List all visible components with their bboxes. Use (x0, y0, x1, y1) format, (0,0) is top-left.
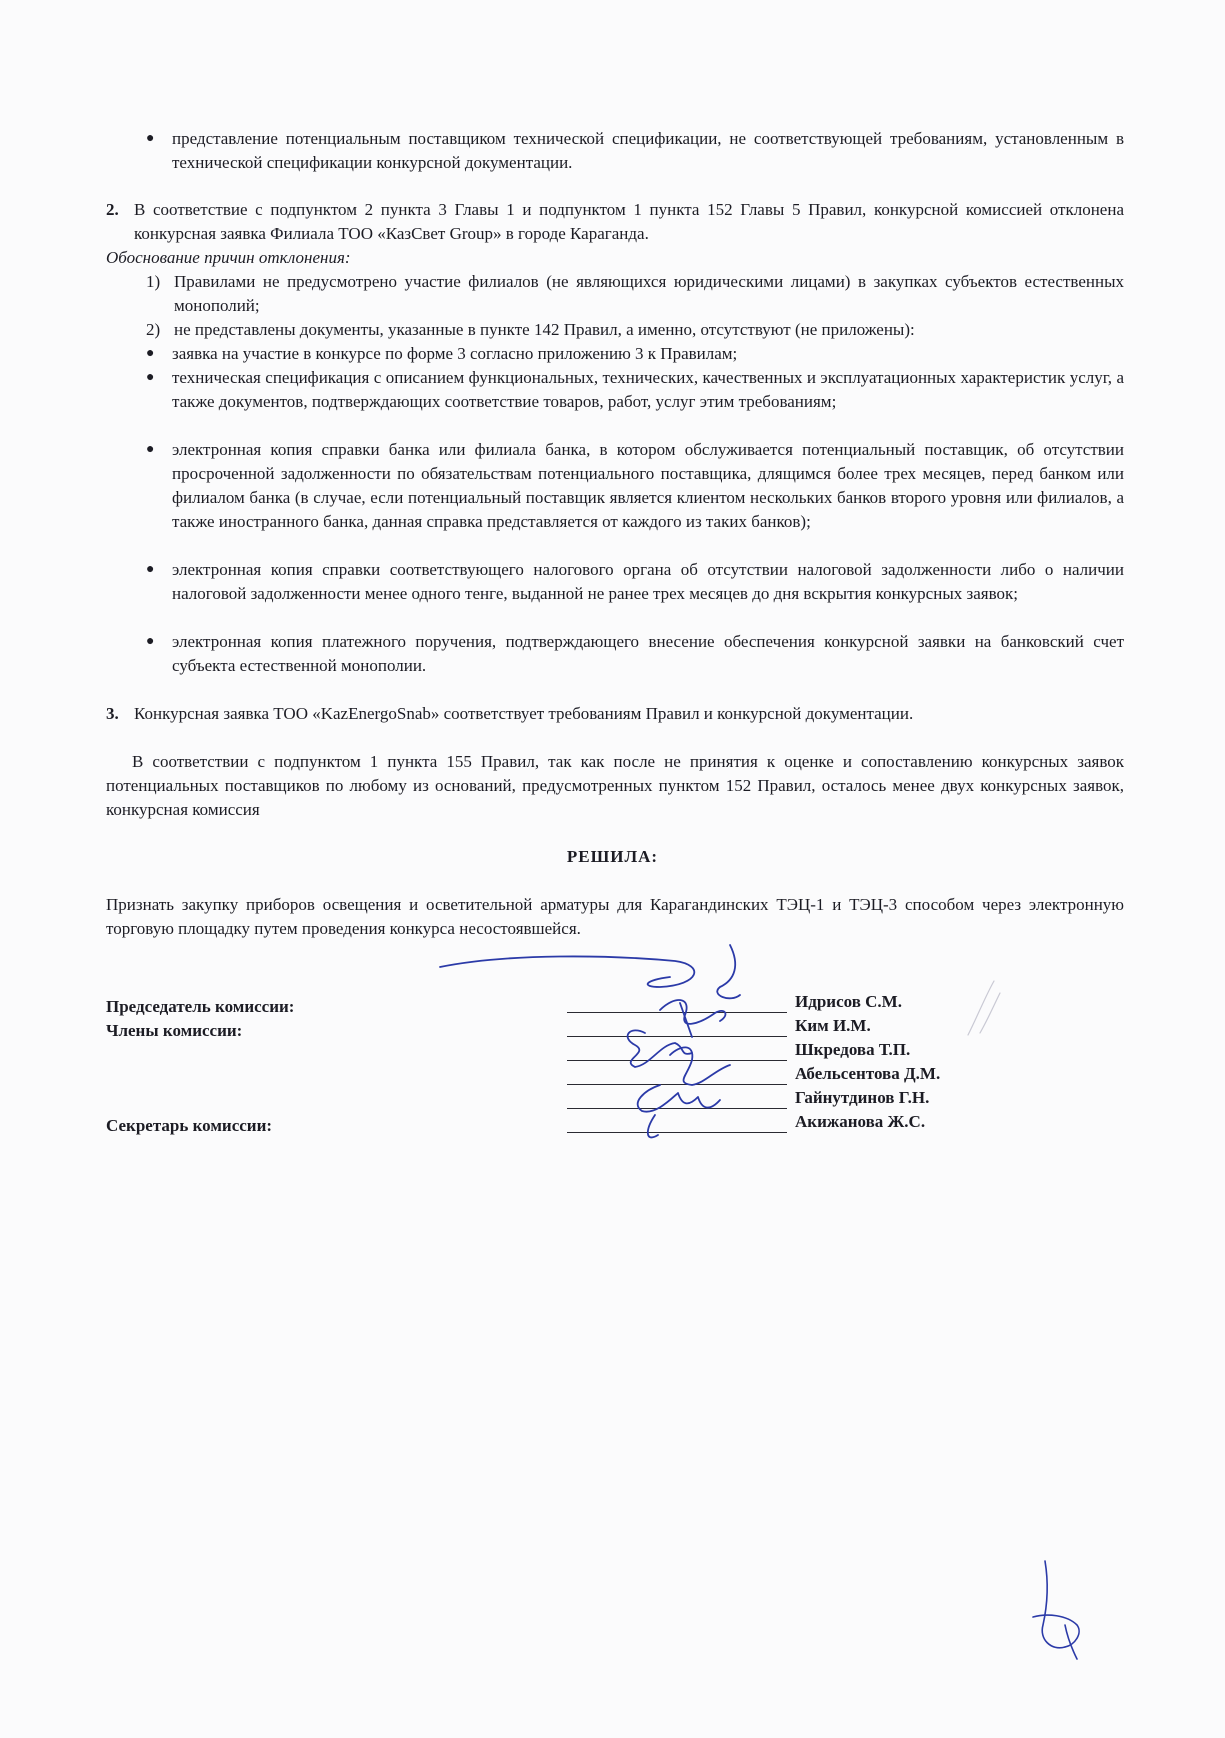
reason-1-marker: 1) (146, 272, 161, 291)
signatory-name: Абельсентова Д.М. (795, 1064, 941, 1083)
item-2-text: В соответствие с подпунктом 2 пункта 3 Главы 1 и подпунктом 1 пункта 152 Главы 5 Правил, конкурсной комиссией отклонена конкурсная заявка Филиала ТОО «КазСвет Group» в городе Караганда. (134, 200, 1124, 243)
handwritten-signatures-icon (430, 925, 790, 1165)
decision-title: РЕШИЛА: (566, 847, 659, 866)
missing-doc-4 (146, 558, 1124, 606)
chairman-label: Председатель комиссии: (106, 997, 295, 1016)
bullet-icon: ● (146, 442, 155, 457)
item-2 (106, 198, 1124, 246)
item-2-number: 2. (106, 200, 119, 219)
pencil-mark-icon (950, 975, 1010, 1055)
top-bullet (146, 127, 1124, 175)
missing-doc-3 (146, 438, 1124, 534)
bullet-icon: ● (146, 370, 155, 385)
missing-doc-text: техническая спецификация с описанием функциональных, технических, качественных и эксплуатационных характеристик услуг, а также документов, подтверждающих соответствие товаров, работ, услуг этим требованиям; (172, 368, 1124, 411)
reason-2 (146, 318, 1124, 342)
members-label: Члены комиссии: (106, 1021, 243, 1040)
bullet-icon: ● (146, 346, 155, 361)
signatory-name: Гайнутдинов Г.Н. (795, 1088, 930, 1107)
item-3-number: 3. (106, 704, 119, 723)
initial-mark-icon (1025, 1555, 1095, 1665)
missing-doc-text: заявка на участие в конкурсе по форме 3 согласно приложению 3 к Правилам; (172, 344, 738, 363)
missing-doc-1 (146, 342, 1124, 366)
reason-1-text: Правилами не предусмотрено участие филиалов (не являющихся юридическими лицами) в закупках субъектов естественных монополий; (174, 272, 1124, 315)
reason-1 (146, 270, 1124, 318)
item-3-text: Конкурсная заявка ТОО «KazEnergoSnab» соответствует требованиям Правил и конкурсной документации. (134, 704, 914, 723)
signatory-name: Ким И.М. (795, 1016, 871, 1035)
missing-doc-text: электронная копия платежного поручения, подтверждающего внесение обеспечения конкурсной заявки на банковский счет субъекта естественной монополии. (172, 632, 1124, 675)
signatory-name: Шкредова Т.П. (795, 1040, 911, 1059)
missing-doc-2 (146, 366, 1124, 414)
missing-doc-text: электронная копия справки банка или филиала банка, в котором обслуживается потенциальный поставщик, об отсутствии просроченной задолженности по обязательствам потенциального поставщика, длящимся более трех месяцев, перед банком или филиалом банка (в случае, если потенциальный поставщик является клиентом нескольких банков второго уровня или филиалов, а также иностранного банка, данная справка представляется от каждого из таких банков); (172, 440, 1124, 531)
top-bullet-text: представление потенциальным поставщиком технической спецификации, не соответствующей требованиям, установленным в технической спецификации конкурсной документации. (172, 129, 1124, 172)
reason-2-marker: 2) (146, 320, 161, 339)
bullet-icon: ● (146, 562, 155, 577)
reasons-heading: Обоснование причин отклонения: (106, 248, 351, 267)
bullet-icon: ● (146, 131, 155, 146)
signatory-name: Акижанова Ж.С. (795, 1112, 926, 1131)
missing-doc-5 (146, 630, 1124, 678)
missing-doc-text: электронная копия справки соответствующего налогового органа об отсутствии налоговой задолженности либо о наличии налоговой задолженности менее одного тенге, выданной не ранее трех месяцев до дня вскрытия конкурсных заявок; (172, 560, 1124, 603)
secretary-label: Секретарь комиссии: (106, 1116, 273, 1135)
bullet-icon: ● (146, 634, 155, 649)
conclusion-paragraph: В соответствии с подпунктом 1 пункта 155 Правил, так как после не принятия к оценке и сопоставлению конкурсных заявок потенциальных поставщиков по любому из оснований, предусмотренных пунктом 152 Правил, осталось менее двух конкурсных заявок, конкурсная комиссия (106, 752, 1124, 819)
signatory-name: Идрисов С.М. (795, 992, 902, 1011)
decision-text: Признать закупку приборов освещения и осветительной арматуры для Карагандинских ТЭЦ-1 и ТЭЦ-3 способом через электронную торговую площадку путем проведения конкурса несостоявшейся. (106, 895, 1124, 938)
item-3 (106, 702, 1124, 726)
reason-2-text: не представлены документы, указанные в пункте 142 Правил, а именно, отсутствуют (не приложены): (174, 320, 915, 339)
